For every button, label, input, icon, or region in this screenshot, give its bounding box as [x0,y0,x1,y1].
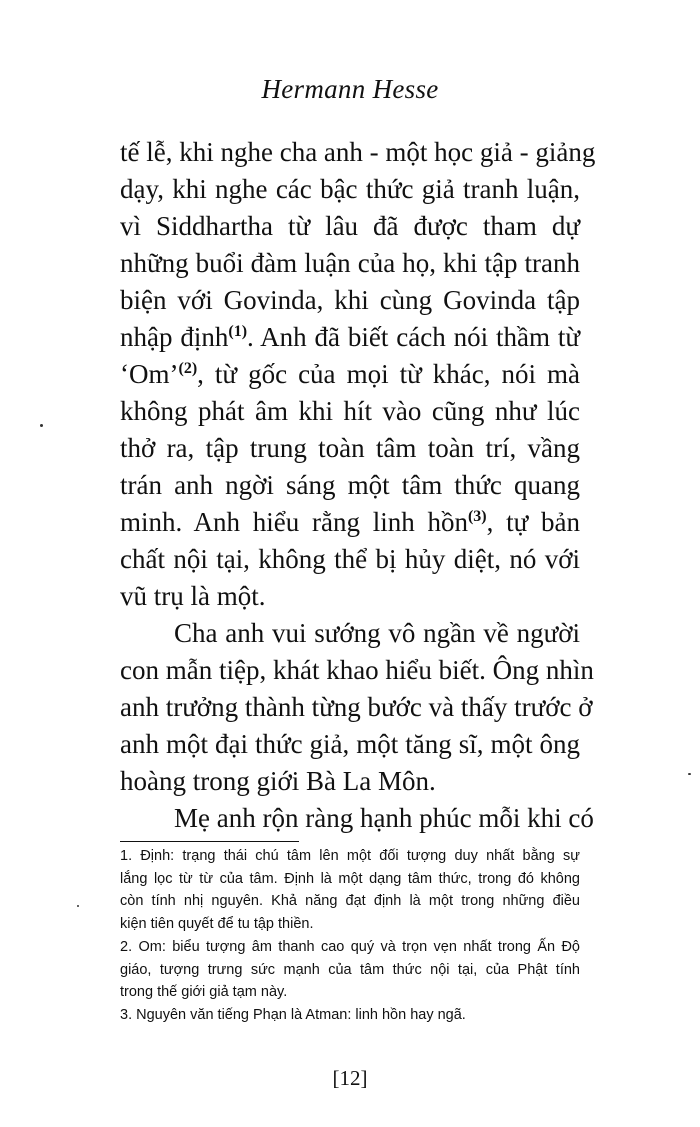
body-line-text: nhập định [120,322,229,352]
footnotes [120,845,580,1027]
body-line-text: . Anh đã biết cách nói thầm từ [247,322,580,352]
body-line: hoàng trong giới Bà La Môn. [120,766,436,796]
body-line: những buổi đàm luận của họ, khi tập tranh [120,248,580,278]
body-line: tế lễ, khi nghe cha anh - một học giả - giảng [120,137,596,167]
body-line: Cha anh vui sướng vô ngần về người [174,618,580,648]
body-line-text: minh. Anh hiểu rằng linh hồn [120,507,468,537]
footnote-separator [120,841,299,842]
body-line [120,504,580,541]
body-line [120,356,580,393]
scan-speck [40,424,43,427]
footnote-line: 2. Om: biểu tượng âm thanh cao quý và trọn vẹn nhất trong Ấn Độ [120,938,580,955]
body-line-text: , từ gốc của mọi từ khác, nói mà [197,359,580,389]
body-line-text: ‘Om’ [120,359,179,389]
body-line: không phát âm khi hít vào cũng như lúc [120,396,580,426]
running-header: Hermann Hesse [261,74,439,104]
body-line: vì Siddhartha từ lâu đã được tham dự [120,211,580,241]
footnote-line: lắng lọc từ từ của tâm. Định là một dạng tâm thức, trong đó không [120,870,580,887]
footnote-line: còn tính nhị nguyên. Khả năng đạt định là một trong những điều [120,893,580,910]
body-line: Mẹ anh rộn ràng hạnh phúc mỗi khi có [174,803,594,833]
page-number: [12] [332,1066,368,1090]
footnote-marker: (1) [228,323,248,340]
body-line [120,319,580,356]
body-line: vũ trụ là một. [120,581,266,611]
footnote-line: 3. Nguyên văn tiếng Phạn là Atman: linh hồn hay ngã. [120,1006,466,1023]
scan-speck [77,905,79,907]
footnote-marker: (3) [467,508,487,525]
body-line: anh một đại thức giả, một tăng sĩ, một ông [120,729,580,759]
footnote-line: kiện tiên quyết để tu tập thiền. [120,916,314,933]
scan-speck [688,773,691,775]
body-line: thở ra, tập trung toàn tâm toàn trí, vầng [120,433,580,463]
body-line: anh trưởng thành từng bước và thấy trước ở [120,692,593,722]
body-line: chất nội tại, không thể bị hủy diệt, nó với [120,544,580,574]
footnote-line: giáo, tượng trưng sức mạnh của tâm thức nội tại, của Phật tính [120,961,580,978]
body-text [120,134,596,837]
body-line: trán anh ngời sáng một tâm thức quang [120,470,580,500]
footnote-line: 1. Định: trạng thái chú tâm lên một đối tượng duy nhất bằng sự [120,848,580,864]
body-line: dạy, khi nghe các bậc thức giả tranh luận, [120,174,580,204]
body-line-text: , tự bản [486,507,580,537]
body-line: con mẫn tiệp, khát khao hiểu biết. Ông nhìn [120,655,594,685]
footnote-marker: (2) [178,360,198,377]
body-line: biện với Govinda, khi cùng Govinda tập [120,285,580,315]
footnote-line: trong thế giới giả tạm này. [120,984,288,1001]
